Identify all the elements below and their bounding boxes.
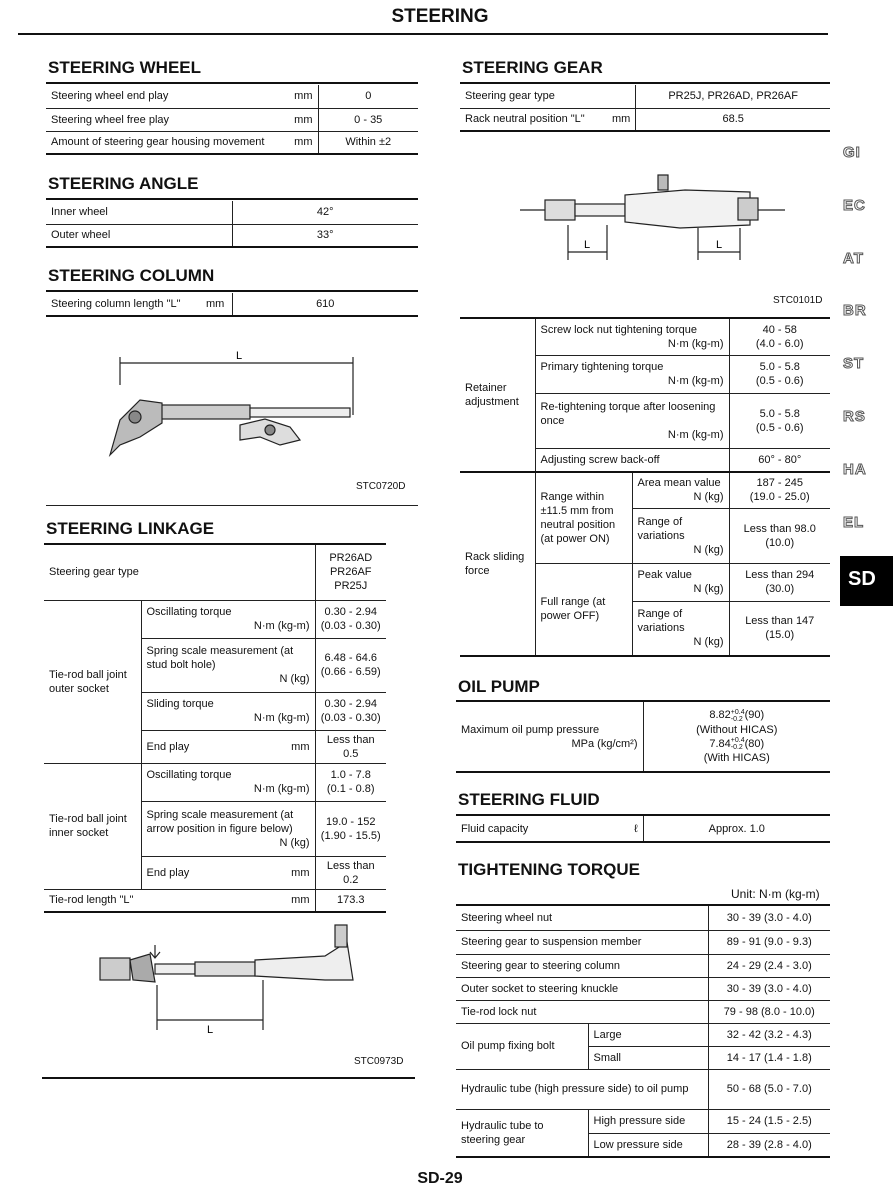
steering-fluid-table bbox=[456, 816, 830, 843]
table-row bbox=[456, 930, 830, 954]
value-cell bbox=[315, 763, 386, 801]
item-label: Maximum oil pump pressure bbox=[461, 723, 600, 736]
value: 14 - 17 (1.4 - 1.8) bbox=[726, 1051, 812, 1064]
steering-column-figure bbox=[90, 345, 370, 465]
row-unit: mm bbox=[286, 131, 318, 154]
section-rule bbox=[460, 82, 830, 84]
item-cell bbox=[44, 889, 315, 912]
item-unit: mm bbox=[291, 740, 310, 753]
item-unit: N·m (kg-m) bbox=[667, 375, 724, 387]
steering-wheel-table bbox=[46, 85, 418, 155]
row-label: Outer wheel bbox=[46, 224, 232, 247]
steering-wheel-heading: STEERING WHEEL bbox=[48, 58, 202, 77]
value: 173.3 bbox=[336, 894, 365, 907]
value-cell bbox=[315, 638, 386, 692]
tolerance-upper: +0.4 bbox=[730, 708, 745, 716]
table-row bbox=[456, 1109, 830, 1133]
value-cell bbox=[729, 472, 830, 508]
item-label: Range of variations bbox=[637, 515, 685, 542]
sub-label: Large bbox=[588, 1023, 708, 1046]
pressure-value-1 bbox=[649, 708, 826, 722]
steering-gear-table bbox=[460, 85, 830, 132]
dim-label: L bbox=[207, 1024, 214, 1036]
page-title: STEERING bbox=[391, 6, 489, 27]
item-unit: N (kg) bbox=[693, 583, 724, 595]
table-row bbox=[460, 85, 830, 108]
row-value: 610 bbox=[316, 298, 335, 310]
table-row bbox=[456, 1069, 830, 1109]
item-label: Area mean value bbox=[637, 477, 721, 490]
table-row bbox=[456, 1023, 830, 1046]
item-unit: N·m (kg-m) bbox=[253, 620, 310, 632]
tab-ha[interactable]: HA bbox=[843, 461, 867, 478]
item-unit: mm bbox=[291, 894, 310, 907]
group-label: Tie-rod ball joint inner socket bbox=[44, 763, 141, 889]
value: 30 - 39 (3.0 - 4.0) bbox=[726, 982, 812, 995]
tolerance bbox=[731, 709, 745, 723]
row-value: 68.5 bbox=[722, 113, 744, 126]
steering-gear-heading: STEERING GEAR bbox=[462, 58, 603, 77]
value: Less than 0.2 bbox=[326, 859, 375, 886]
tightening-torque-table bbox=[456, 906, 830, 1158]
item-label: Spring scale measurement (at arrow position in figure below) bbox=[146, 808, 294, 835]
gear-type: PR25J bbox=[334, 580, 368, 593]
range-label: Range within ±11.5 mm from neutral position (at power ON) bbox=[535, 472, 632, 563]
value: Less than 294 bbox=[745, 569, 815, 581]
item-cell bbox=[456, 702, 643, 772]
value-secondary: (0.03 - 0.30) bbox=[320, 712, 381, 724]
sub-label: Small bbox=[588, 1046, 708, 1069]
value: 0.30 - 2.94 bbox=[324, 606, 378, 618]
value-secondary: (90) bbox=[744, 709, 765, 722]
value-cell bbox=[729, 318, 830, 355]
item-label: Fluid capacity bbox=[461, 822, 529, 835]
row-label: Steering wheel free play bbox=[51, 113, 170, 126]
value-secondary: (0.1 - 0.8) bbox=[326, 783, 375, 795]
item-unit: MPa (kg/cm²) bbox=[571, 737, 638, 750]
item-label: Range of variations bbox=[637, 608, 685, 635]
group-label: Retainer adjustment bbox=[460, 318, 535, 472]
value-cell bbox=[729, 355, 830, 393]
sub-label: Low pressure side bbox=[588, 1133, 708, 1157]
tab-st[interactable]: ST bbox=[843, 355, 865, 372]
item-label: Hydraulic tube (high pressure side) to oil pump bbox=[456, 1069, 708, 1109]
item-cell bbox=[535, 393, 729, 448]
section-rule bbox=[46, 290, 418, 292]
section-rule bbox=[46, 82, 418, 84]
section-rule bbox=[42, 1077, 415, 1079]
value: 5.0 - 5.8 bbox=[759, 407, 800, 420]
row-label: Amount of steering gear housing movement bbox=[51, 136, 265, 149]
value: 32 - 42 (3.2 - 4.3) bbox=[726, 1028, 812, 1041]
value-secondary: (0.5 - 0.6) bbox=[755, 375, 804, 387]
value-cell bbox=[729, 508, 830, 563]
item-unit: N·m (kg-m) bbox=[253, 712, 310, 724]
pressure-value-2 bbox=[649, 737, 826, 751]
value: Less than 147 bbox=[745, 615, 815, 628]
item-cell bbox=[632, 563, 729, 601]
item-cell bbox=[535, 355, 729, 393]
item-unit: N·m (kg-m) bbox=[667, 428, 724, 441]
value-secondary: (80) bbox=[744, 737, 765, 750]
tightening-torque-heading: TIGHTENING TORQUE bbox=[458, 860, 640, 879]
item-label: Sliding torque bbox=[146, 698, 214, 710]
row-label: Steering gear type bbox=[44, 545, 315, 600]
row-unit: mm bbox=[286, 85, 318, 108]
tolerance-lower: -0.2 bbox=[730, 743, 743, 751]
steering-column-table bbox=[46, 293, 418, 317]
item-label: End play bbox=[146, 866, 190, 879]
table-row bbox=[44, 600, 386, 638]
figure-code: STC0720D bbox=[356, 481, 406, 492]
item-label: Oscillating torque bbox=[146, 769, 232, 781]
item-label: Steering wheel nut bbox=[456, 906, 708, 930]
row-label: Inner wheel bbox=[46, 201, 232, 224]
title-rule bbox=[18, 33, 828, 35]
item-unit: N (kg) bbox=[693, 636, 724, 649]
table-row bbox=[46, 131, 418, 154]
range-label: Full range (at power OFF) bbox=[535, 563, 632, 656]
steering-angle-heading: STEERING ANGLE bbox=[48, 174, 199, 193]
value: 60° - 80° bbox=[758, 453, 802, 466]
item-label: Peak value bbox=[637, 569, 692, 581]
item-cell bbox=[141, 801, 315, 856]
item-label: Adjusting screw back-off bbox=[535, 448, 729, 472]
item-unit: ℓ bbox=[633, 822, 638, 835]
group-label: Rack sliding force bbox=[460, 472, 535, 656]
value: 24 - 29 (2.4 - 3.0) bbox=[726, 959, 812, 972]
table-row bbox=[44, 763, 386, 801]
value: 8.82 bbox=[709, 709, 731, 722]
steering-fluid-heading: STEERING FLUID bbox=[458, 790, 600, 809]
item-cell bbox=[141, 600, 315, 638]
figure-code: STC0101D bbox=[773, 295, 823, 306]
item-label: Outer socket to steering knuckle bbox=[456, 977, 708, 1000]
value-secondary: (10.0) bbox=[765, 536, 795, 549]
value: Less than 0.5 bbox=[326, 733, 375, 760]
item-label: Primary tightening torque bbox=[540, 361, 664, 373]
tolerance-upper: +0.4 bbox=[730, 736, 745, 744]
item-unit: N (kg) bbox=[279, 673, 310, 685]
item-cell bbox=[632, 472, 729, 508]
table-row bbox=[46, 108, 418, 131]
tab-at[interactable]: AT bbox=[843, 250, 864, 267]
item-label: Spring scale measurement (at stud bolt hole) bbox=[146, 645, 294, 671]
table-row bbox=[456, 977, 830, 1000]
value-secondary: (0.5 - 0.6) bbox=[755, 421, 804, 434]
table-row bbox=[460, 108, 830, 131]
item-cell bbox=[141, 856, 315, 889]
dim-label: L bbox=[716, 239, 723, 251]
row-label: Steering gear type bbox=[465, 90, 555, 103]
retainer-rack-table bbox=[460, 317, 830, 657]
value: 5.0 - 5.8 bbox=[759, 361, 800, 373]
value: 30 - 39 (3.0 - 4.0) bbox=[726, 911, 812, 924]
table-row bbox=[44, 545, 386, 600]
item-label: End play bbox=[146, 740, 190, 753]
value-cell bbox=[315, 692, 386, 730]
value-secondary: (15.0) bbox=[765, 629, 795, 642]
value: 89 - 91 (9.0 - 9.3) bbox=[726, 936, 812, 948]
value-secondary: (30.0) bbox=[765, 583, 795, 595]
table-row bbox=[460, 318, 830, 355]
tolerance-lower: -0.2 bbox=[730, 715, 743, 723]
value-secondary: (4.0 - 6.0) bbox=[755, 337, 804, 350]
dim-label: L bbox=[236, 350, 243, 362]
item-unit: N·m (kg-m) bbox=[253, 783, 310, 795]
item-label: Steering gear to steering column bbox=[456, 954, 708, 977]
item-cell bbox=[632, 601, 729, 656]
item-unit: N (kg) bbox=[279, 836, 310, 849]
row-value: 0 bbox=[365, 90, 372, 103]
item-label: Re-tightening torque after loosening once bbox=[540, 400, 716, 427]
item-label: Tie-rod lock nut bbox=[456, 1000, 708, 1023]
row-value: Within ±2 bbox=[345, 136, 392, 149]
value: 0.30 - 2.94 bbox=[324, 698, 378, 710]
figure-code: STC0973D bbox=[354, 1056, 404, 1067]
value-secondary: (19.0 - 25.0) bbox=[749, 491, 810, 504]
tolerance bbox=[731, 737, 745, 751]
item-cell bbox=[141, 763, 315, 801]
item-cell bbox=[141, 692, 315, 730]
tab-gi[interactable]: GI bbox=[843, 144, 861, 161]
section-rule bbox=[46, 505, 418, 506]
sub-label: High pressure side bbox=[588, 1109, 708, 1133]
oil-pump-heading: OIL PUMP bbox=[458, 677, 540, 696]
row-value: PR25J, PR26AD, PR26AF bbox=[668, 90, 798, 103]
tab-br[interactable]: BR bbox=[843, 302, 867, 319]
note: (With HICAS) bbox=[703, 751, 770, 764]
row-unit: mm bbox=[201, 293, 232, 316]
value-cell bbox=[643, 702, 830, 772]
table-row bbox=[46, 224, 418, 247]
steering-gear-figure bbox=[520, 170, 790, 265]
tie-rod-figure bbox=[95, 920, 375, 1040]
row-value: 0 - 35 bbox=[354, 113, 383, 126]
tab-el[interactable]: EL bbox=[843, 514, 865, 531]
value: 187 - 245 bbox=[756, 477, 803, 490]
oil-pump-table bbox=[456, 702, 830, 773]
value: 40 - 58 bbox=[762, 323, 797, 336]
row-unit: mm bbox=[286, 108, 318, 131]
item-unit: mm bbox=[291, 866, 310, 879]
item-unit: N (kg) bbox=[693, 491, 724, 504]
item-cell bbox=[141, 638, 315, 692]
value-secondary: (0.03 - 0.30) bbox=[320, 620, 381, 632]
value-secondary: (1.90 - 15.5) bbox=[320, 829, 381, 842]
gear-type: PR26AF bbox=[329, 566, 372, 579]
tab-rs[interactable]: RS bbox=[843, 408, 866, 425]
tab-sd-active[interactable]: SD bbox=[840, 556, 893, 606]
value-cell bbox=[729, 393, 830, 448]
table-row bbox=[46, 293, 418, 316]
table-row bbox=[46, 201, 418, 224]
value: 6.48 - 64.6 bbox=[324, 652, 378, 664]
value: 7.84 bbox=[709, 737, 731, 750]
row-label: Steering wheel end play bbox=[51, 90, 169, 103]
page-number: SD-29 bbox=[417, 1170, 463, 1187]
steering-linkage-heading: STEERING LINKAGE bbox=[46, 519, 215, 538]
table-row bbox=[456, 954, 830, 977]
value: 1.0 - 7.8 bbox=[330, 769, 371, 781]
item-label: Screw lock nut tightening torque bbox=[540, 323, 698, 336]
row-label: Steering column length "L" bbox=[51, 298, 181, 310]
section-rule bbox=[46, 198, 418, 200]
item-unit: N·m (kg-m) bbox=[667, 337, 724, 350]
unit-label: Unit: N·m (kg-m) bbox=[731, 887, 820, 901]
value: 28 - 39 (2.8 - 4.0) bbox=[726, 1138, 812, 1151]
item-cell bbox=[456, 816, 643, 842]
note: (Without HICAS) bbox=[696, 723, 778, 736]
item-cell bbox=[141, 730, 315, 763]
table-row bbox=[46, 85, 418, 108]
gear-type-values bbox=[315, 545, 386, 600]
value-cell bbox=[729, 563, 830, 601]
table-row bbox=[460, 472, 830, 508]
row-value: 33° bbox=[316, 229, 334, 242]
row-unit bbox=[607, 85, 636, 108]
item-label: Oil pump fixing bolt bbox=[456, 1023, 588, 1069]
value: 19.0 - 152 bbox=[325, 815, 376, 828]
group-label: Tie-rod ball joint outer socket bbox=[44, 600, 141, 763]
table-row bbox=[44, 889, 386, 912]
value-cell bbox=[315, 600, 386, 638]
table-row bbox=[456, 816, 830, 842]
table-row bbox=[456, 1000, 830, 1023]
tab-ec[interactable]: EC bbox=[843, 197, 866, 214]
steering-linkage-table bbox=[44, 545, 386, 913]
item-label: Hydraulic tube to steering gear bbox=[456, 1109, 588, 1157]
value-cell bbox=[729, 601, 830, 656]
dim-label: L bbox=[584, 239, 591, 251]
value: Less than 98.0 bbox=[743, 522, 816, 535]
item-unit: N (kg) bbox=[693, 543, 724, 556]
item-label: Steering gear to suspension member bbox=[456, 930, 708, 954]
row-unit: mm bbox=[607, 108, 636, 131]
gear-type: PR26AD bbox=[329, 552, 373, 565]
value: Approx. 1.0 bbox=[708, 822, 765, 835]
row-value: 42° bbox=[316, 206, 334, 219]
value: 50 - 68 (5.0 - 7.0) bbox=[726, 1083, 812, 1095]
table-row bbox=[456, 906, 830, 930]
row-label: Rack neutral position "L" bbox=[465, 113, 585, 126]
table-row bbox=[456, 702, 830, 772]
item-cell bbox=[535, 318, 729, 355]
steering-angle-table bbox=[46, 201, 418, 248]
value: 79 - 98 (8.0 - 10.0) bbox=[723, 1005, 815, 1018]
steering-column-heading: STEERING COLUMN bbox=[48, 266, 215, 285]
item-label: Oscillating torque bbox=[146, 606, 232, 618]
item-label: Tie-rod length "L" bbox=[49, 894, 134, 907]
value: 15 - 24 (1.5 - 2.5) bbox=[726, 1115, 812, 1127]
value-secondary: (0.66 - 6.59) bbox=[320, 666, 381, 678]
item-cell bbox=[632, 508, 729, 563]
value-cell bbox=[315, 801, 386, 856]
